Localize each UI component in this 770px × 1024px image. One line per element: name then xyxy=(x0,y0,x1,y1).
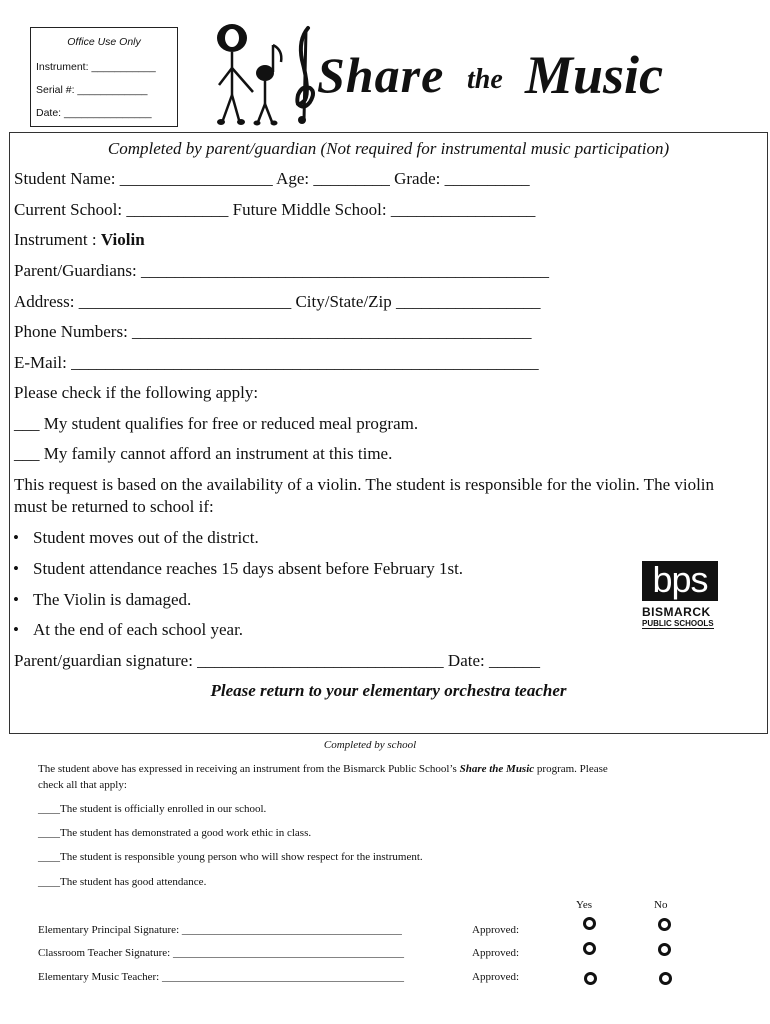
instrument-row xyxy=(14,230,145,250)
instrument-label: Instrument : xyxy=(14,230,101,249)
instrument-value: Violin xyxy=(100,230,145,249)
list-item: • Student attendance reaches 15 days absent before February 1st. xyxy=(13,559,464,578)
school-intro-line-1: The student above has expressed in receiving an instrument from the Bismarck Public School’s Share the Music program. Please xyxy=(38,763,608,775)
office-use-title: Office Use Only xyxy=(67,36,141,48)
bps-line-2: PUBLIC SCHOOLS xyxy=(642,619,714,628)
school-intro-line-2: check all that apply: xyxy=(38,779,127,791)
office-use-box xyxy=(30,27,178,127)
school-section-heading: Completed by school xyxy=(323,739,417,751)
classroom-teacher-yes-radio[interactable] xyxy=(583,942,596,955)
email-field[interactable]: E-Mail: _______________________________________________________ xyxy=(14,353,539,372)
approved-label: Approved: xyxy=(472,947,520,959)
music-teacher-no-radio[interactable] xyxy=(659,972,672,985)
parent-section-heading: Completed by parent/guardian (Not required for instrumental music participation) xyxy=(107,139,670,158)
principal-signature-field[interactable]: Elementary Principal Signature: ________________________________________ xyxy=(38,924,402,936)
list-item: • Student moves out of the district. xyxy=(13,528,259,547)
office-serial-field[interactable]: Serial #: ____________ xyxy=(36,84,148,96)
check-intro: Please check if the following apply: xyxy=(14,383,259,402)
school-fields[interactable]: Current School: ____________ Future Middle School: _________________ xyxy=(14,200,536,219)
classroom-teacher-no-radio[interactable] xyxy=(658,943,671,956)
bullet-icon: • xyxy=(13,528,19,547)
classroom-teacher-signature-field[interactable]: Classroom Teacher Signature: __________________________________________ xyxy=(38,947,404,959)
school-check-responsible[interactable]: ____The student is responsible young person who will show respect for the instrument. xyxy=(38,851,423,863)
approved-label: Approved: xyxy=(472,924,520,936)
office-instrument-field[interactable]: Instrument: ___________ xyxy=(36,61,156,73)
parent-signature-field[interactable]: Parent/guardian signature: _____________________________ Date: ______ xyxy=(14,651,540,670)
bps-logo xyxy=(642,561,722,633)
phone-field[interactable]: Phone Numbers: _______________________________________________ xyxy=(14,322,532,341)
return-note: Please return to your elementary orchestra teacher xyxy=(210,681,567,700)
no-column-header: No xyxy=(654,899,668,911)
logo-music-text: Music xyxy=(525,45,664,105)
treble-clef-icon xyxy=(290,20,320,130)
logo-the-text: the xyxy=(467,64,503,95)
approved-label: Approved: xyxy=(472,971,520,983)
principal-yes-radio[interactable] xyxy=(583,917,596,930)
list-item: • The Violin is damaged. xyxy=(13,590,192,609)
school-check-work-ethic[interactable]: ____The student has demonstrated a good work ethic in class. xyxy=(38,827,312,839)
logo-share-text: Share xyxy=(317,47,445,103)
list-item: • At the end of each school year. xyxy=(13,620,244,639)
bullet-icon: • xyxy=(13,590,19,609)
school-check-enrolled[interactable]: ____The student is officially enrolled in our school. xyxy=(38,803,267,815)
request-text-line-2: must be returned to school if: xyxy=(14,497,214,516)
bps-line-1: BISMARCK xyxy=(642,605,711,619)
yes-column-header: Yes xyxy=(576,899,593,911)
bps-mark: bps xyxy=(642,561,718,601)
principal-no-radio[interactable] xyxy=(658,918,671,931)
student-name-age-grade-fields[interactable]: Student Name: __________________ Age: _________ Grade: __________ xyxy=(14,169,530,188)
address-fields[interactable]: Address: _________________________ City/State/Zip _________________ xyxy=(14,292,541,311)
parent-guardians-field[interactable]: Parent/Guardians: ________________________________________________ xyxy=(14,261,549,280)
school-check-attendance[interactable]: ____The student has good attendance. xyxy=(38,876,207,888)
music-teacher-signature-field[interactable]: Elementary Music Teacher: ____________________________________________ xyxy=(38,971,404,983)
bullet-icon: • xyxy=(13,620,19,639)
parent-guardian-section xyxy=(9,132,768,734)
request-text-line-1: This request is based on the availability of a violin. The student is responsible for the violin. The violin xyxy=(14,475,715,494)
office-date-field[interactable]: Date: _______________ xyxy=(36,107,152,119)
share-the-music-logo xyxy=(205,20,705,130)
music-teacher-yes-radio[interactable] xyxy=(584,972,597,985)
meal-program-check[interactable]: ___ My student qualifies for free or reduced meal program. xyxy=(14,414,419,433)
afford-instrument-check[interactable]: ___ My family cannot afford an instrument at this time. xyxy=(14,444,393,463)
bullet-icon: • xyxy=(13,559,19,578)
